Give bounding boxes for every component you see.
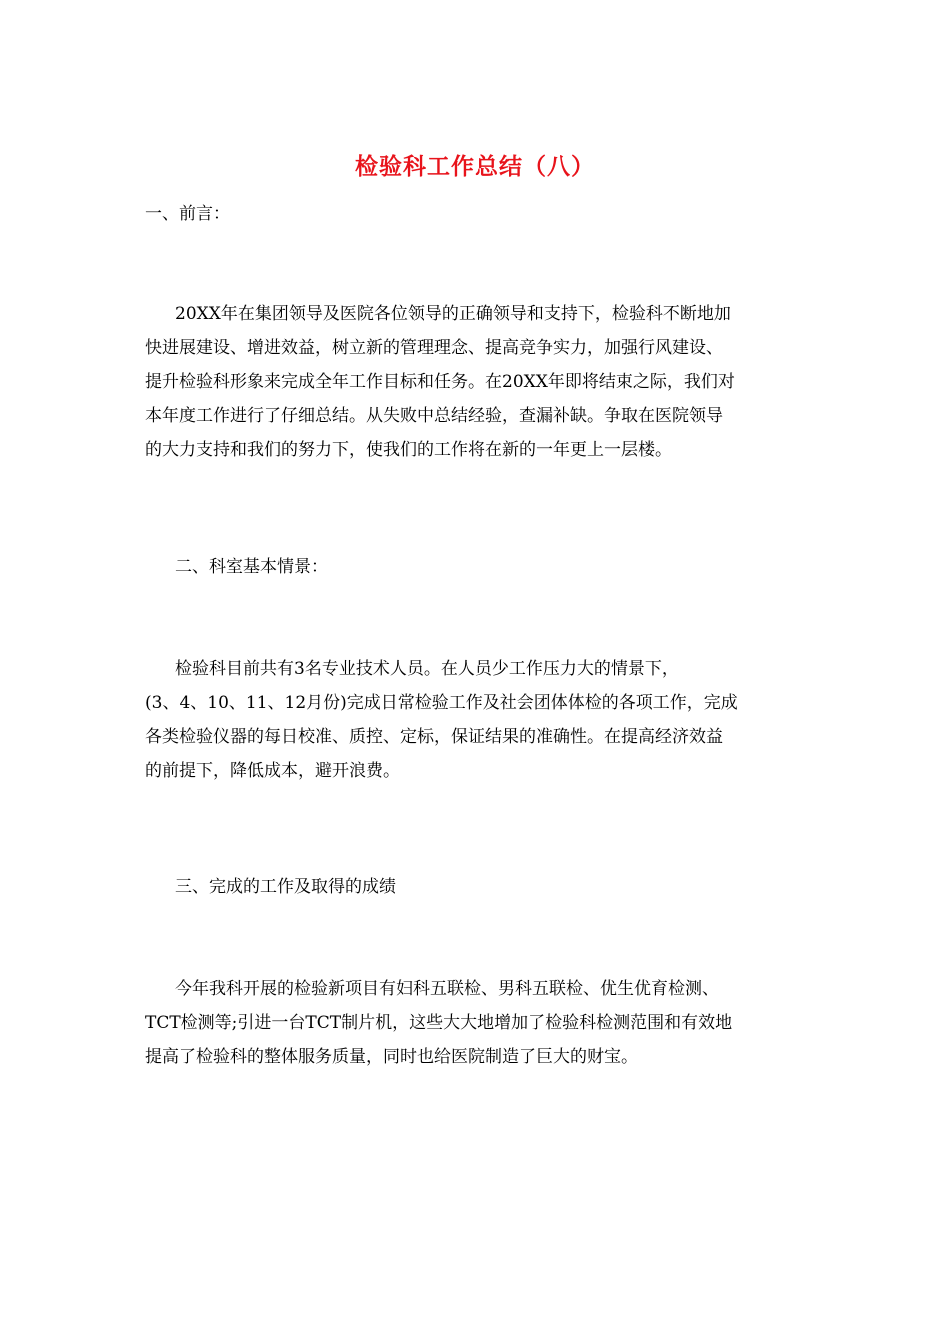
paragraph-line: 检验科目前共有3名专业技术人员。在人员少工作压力大的情景下，: [175, 659, 679, 679]
paragraph-line: 提升检验科形象来完成全年工作目标和任务。在20XX年即将结束之际，我们对: [145, 372, 735, 392]
paragraph-department: [145, 652, 810, 788]
paragraph-line: 的大力支持和我们的努力下，使我们的工作将在新的一年更上一层楼。: [145, 440, 672, 460]
paragraph-line: 提高了检验科的整体服务质量，同时也给医院制造了巨大的财宝。: [145, 1047, 638, 1067]
paragraph-line: 本年度工作进行了仔细总结。从失败中总结经验，查漏补缺。争取在医院领导: [145, 406, 723, 426]
paragraph-line: 20XX年在集团领导及医院各位领导的正确领导和支持下，检验科不断地加: [175, 304, 731, 324]
section-heading-text: 三、完成的工作及取得的成绩: [175, 877, 396, 897]
section-heading-text: 二、科室基本情景：: [175, 557, 328, 577]
paragraph-line: 快进展建设、增进效益，树立新的管理理念、提高竞争实力，加强行风建设、: [145, 338, 723, 358]
document-title: 检验科工作总结（八）: [355, 153, 595, 180]
section-heading-department: [145, 550, 810, 584]
paragraph-line: TCT检测等;引进一台TCT制片机，这些大大地增加了检验科检测范围和有效地: [145, 1013, 733, 1033]
paragraph-line: (3、4、10、11、12月份)完成日常检验工作及社会团体体检的各项工作，完成: [145, 693, 738, 713]
paragraph-line: 的前提下，降低成本，避开浪费。: [145, 761, 400, 781]
section-heading-text: 一、前言：: [145, 204, 230, 224]
paragraph-achievements: [145, 972, 810, 1074]
paragraph-line: 各类检验仪器的每日校准、质控、定标，保证结果的准确性。在提高经济效益: [145, 727, 723, 747]
paragraph-line: 今年我科开展的检验新项目有妇科五联检、男科五联检、优生优育检测、: [175, 979, 719, 999]
paragraph-preface: [145, 297, 810, 467]
section-heading-preface: [145, 197, 810, 231]
section-heading-achievements: [145, 870, 810, 904]
